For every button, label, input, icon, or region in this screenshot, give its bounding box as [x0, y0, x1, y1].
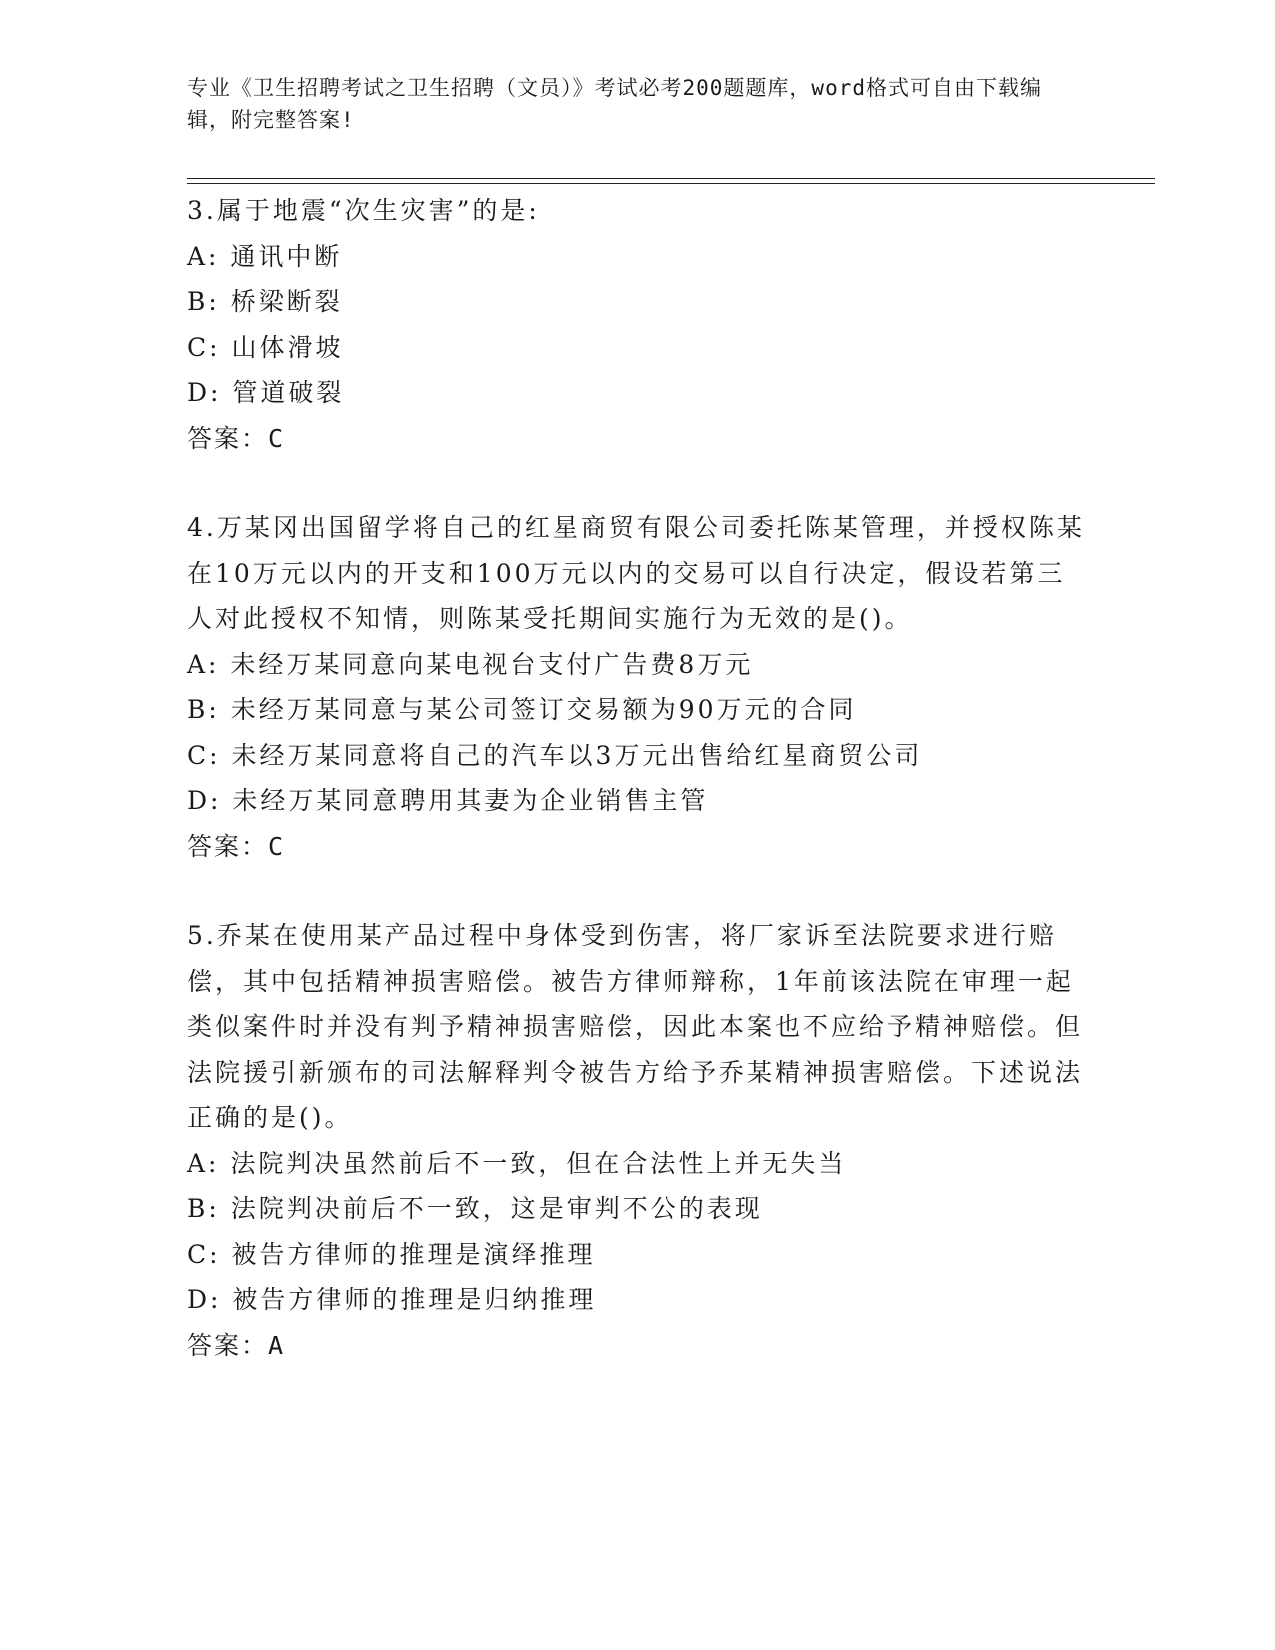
option-d: D: 管道破裂: [187, 378, 345, 407]
answer-line: 答案：C: [187, 831, 286, 861]
option-c: C: 未经万某同意将自己的汽车以3万元出售给红星商贸公司: [187, 740, 923, 770]
option-b: B: 桥梁断裂: [187, 287, 343, 316]
option-c: C: 被告方律师的推理是演绎推理: [187, 1239, 596, 1269]
question-stem: 5.乔某在使用某产品过程中身体受到伤害，将厂家诉至法院要求进行赔偿，其中包括精神损害赔偿。被告方律师辩称，1年前该法院在审理一起类似案件时并没有判予精神损害赔偿，因此本案也不应给予精神赔偿。但法院援引新颁布的司法解释判令被告方给予乔某精神损害赔偿。下述说法正确的是()。: [187, 921, 1084, 1132]
answer-line: 答案：C: [187, 423, 286, 453]
option-b: B: 法院判决前后不一致，这是审判不公的表现: [187, 1194, 763, 1223]
option-a: A: 通讯中断: [187, 241, 343, 271]
option-a: A: 法院判决虽然前后不一致，但在合法性上并无失当: [187, 1148, 847, 1178]
question-3: [187, 188, 1087, 461]
answer-line: 答案：A: [187, 1330, 286, 1360]
question-stem: 3.属于地震“次生灾害”的是:: [187, 196, 540, 225]
option-c: C: 山体滑坡: [187, 332, 344, 362]
option-b: B: 未经万某同意与某公司签订交易额为90万元的合同: [187, 695, 857, 724]
header-divider-secondary: [187, 183, 1155, 184]
document-header: [187, 72, 1067, 136]
question-4: [187, 505, 1087, 869]
question-5: [187, 913, 1087, 1368]
option-d: D: 未经万某同意聘用其妻为企业销售主管: [187, 786, 709, 815]
header-divider: [187, 178, 1155, 179]
question-stem: 4.万某冈出国留学将自己的红星商贸有限公司委托陈某管理，并授权陈某在10万元以内的开支和100万元以内的交易可以自行决定，假设若第三人对此授权不知情，则陈某受托期间实施行为无效的是()。: [187, 513, 1085, 633]
option-a: A: 未经万某同意向某电视台支付广告费8万元: [187, 649, 754, 679]
option-d: D: 被告方律师的推理是归纳推理: [187, 1285, 597, 1314]
header-text: 专业《卫生招聘考试之卫生招聘（文员）》考试必考200题题库，word格式可自由下载编辑，附完整答案!: [187, 76, 1042, 132]
